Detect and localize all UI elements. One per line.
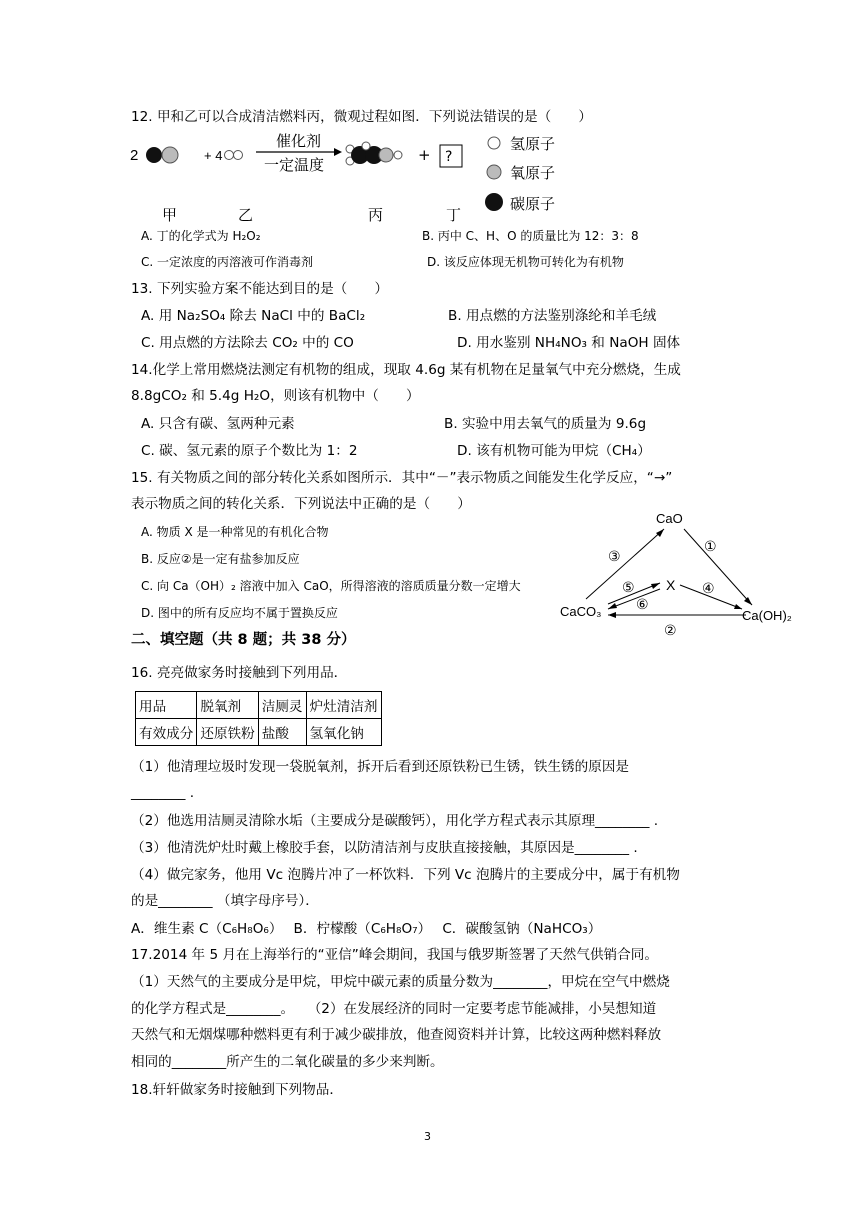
q14-stem-line1: 14.化学上常用燃烧法测定有机物的组成，现取 4.6g 某有机物在足量氧气中充分燃烧，生成 [131,362,681,378]
label-jia: 甲 [162,206,178,224]
q16-part1-line2: ________ . [131,785,195,801]
q14-option-c: C. 碳、氢元素的原子个数比为 1：2 [141,443,358,459]
q15-option-a: A. 物质 X 是一种常见的有机化合物 [141,525,329,539]
q16-part4-line1: （4）做完家务，他用 Vc 泡腾片冲了一杯饮料．下列 Vc 泡腾片的主要成分中，属于有机物 [131,867,680,883]
label-ding: 丁 [446,206,462,224]
q16-stem: 16. 亮亮做家务时接触到下列用品． [131,665,348,681]
q12-stem: 12. 甲和乙可以合成清洁燃料丙，微观过程如图．下列说法错误的是（ ） [131,109,592,125]
q14-option-a: A. 只含有碳、氢两种元素 [141,416,295,432]
oxygen-atom-icon [487,165,501,179]
node-x: X [666,577,676,593]
label-6: ⑥ [636,597,649,613]
q15-option-b: B. 反应②是一定有盐参加反应 [141,552,300,566]
q15-option-d: D. 图中的所有反应均不属于置换反应 [141,606,338,620]
carbon-atom-icon [485,193,503,211]
table-row [136,719,382,746]
table-cell: 脱氧剂 [197,692,258,719]
q17-line2: （1）天然气的主要成分是甲烷，甲烷中碳元素的质量分数为________，甲烷在空气中燃烧 [131,974,670,990]
q17-line5: 相同的________所产生的二氧化碳量的多少来判断。 [131,1054,444,1070]
q15-conversion-diagram [556,505,806,640]
q14-option-d: D. 该有机物可能为甲烷（CH₄） [457,443,651,459]
table-cell: 氢氧化钠 [306,719,381,746]
label-yi: 乙 [238,206,254,224]
label-1: ① [704,539,717,555]
q14-option-b: B. 实验中用去氧气的质量为 9.6g [444,416,647,432]
label-4: ④ [702,581,715,597]
node-caco3: CaCO₃ [560,604,602,619]
legend-carbon: 碳原子 [510,195,556,213]
table-cell: 用品 [136,692,197,719]
q15-stem-line1: 15. 有关物质之间的部分转化关系如图所示．其中“－”表示物质之间能发生化学反应，“→” [131,470,673,486]
q12-option-d: D. 该反应体现无机物可转化为有机物 [427,255,624,269]
q16-choices: A．维生素 C（C₆H₈O₆） B．柠檬酸（C₆H₈O₇） C．碳酸氢钠（NaHCO₃） [131,921,602,937]
label-bing: 丙 [368,206,384,224]
table-cell: 有效成分 [136,719,197,746]
table-cell: 还原铁粉 [197,719,258,746]
label-3: ③ [608,549,621,565]
q12-option-b: B. 丙中 C、H、O 的质量比为 12：3：8 [422,229,639,243]
q16-table [135,691,382,746]
q15-stem-line2: 表示物质之间的转化关系．下列说法中正确的是（ ） [131,496,471,512]
label-2: ② [664,623,677,639]
q13-option-c: C. 用点燃的方法除去 CO₂ 中的 CO [141,335,354,351]
q12-option-c: C. 一定浓度的丙溶液可作消毒剂 [141,255,314,269]
q16-part2: （2）他选用洁厕灵清除水垢（主要成分是碳酸钙），用化学方程式表示其原理________ . [131,813,659,829]
legend-oxygen: 氧原子 [510,164,556,182]
condition-label: 一定温度 [264,156,325,174]
q13-option-a: A. 用 Na₂SO₄ 除去 NaCl 中的 BaCl₂ [141,308,366,324]
node-cao: CaO [656,511,683,526]
page-number: 3 [424,1130,431,1143]
label-5: ⑤ [622,580,635,596]
q15-option-c: C. 向 Ca（OH）₂ 溶液中加入 CaO，所得溶液的溶质质量分数一定增大 [141,579,521,593]
legend-hydrogen: 氢原子 [510,135,556,153]
arrow-1 [684,529,752,605]
q16-part3: （3）他清洗炉灶时戴上橡胶手套，以防清洁剂与皮肤直接接触，其原因是________ . [131,840,638,856]
q18-stem: 18.轩轩做家务时接触到下列物品． [131,1082,343,1098]
hydrogen-atom-icon [488,137,500,149]
coef-jia: 2 [130,147,139,164]
catalyst-label: 催化剂 [276,132,322,150]
table-row [136,692,382,719]
q12-option-a: A. 丁的化学式为 H₂O₂ [141,229,261,243]
q14-stem-line2: 8.8gCO₂ 和 5.4g H₂O，则该有机物中（ ） [131,388,420,404]
q16-part4-line2: 的是________ （填字母序号）． [131,893,319,909]
legend [485,135,555,213]
table-cell: 盐酸 [258,719,306,746]
molecule-bing-icon [346,142,402,165]
q17-line1: 17.2014 年 5 月在上海举行的“亚信”峰会期间，我国与俄罗斯签署了天然气供销合同。 [131,947,658,963]
q17-line4: 天然气和无烟煤哪种燃料更有利于减少碳排放，他查阅资料并计算，比较这两种燃料释放 [131,1027,662,1043]
plus-sign: + [418,146,431,164]
coef-yi: + 4 [204,148,223,163]
q13-stem: 13. 下列实验方案不能达到目的是（ ） [131,281,389,297]
q17-line3: 的化学方程式是________。 （2）在发展经济的同时一定要考虑节能减排，小吴想知道 [131,1001,657,1017]
q12-reaction-diagram [128,130,568,226]
table-cell: 炉灶清洁剂 [306,692,381,719]
q16-part1-line1: （1）他清理垃圾时发现一袋脱氧剂，拆开后看到还原铁粉已生锈，铁生锈的原因是 [131,759,630,775]
molecule-jia-icon [146,147,178,163]
node-caoh2: Ca(OH)₂ [742,608,792,623]
unknown-mark: ? [445,149,453,165]
table-cell: 洁厕灵 [258,692,306,719]
section-heading: 二、填空题（共 8 题；共 38 分） [131,632,356,648]
q13-option-d: D. 用水鉴别 NH₄NO₃ 和 NaOH 固体 [457,335,681,351]
molecule-yi-icon [225,151,243,160]
q13-option-b: B. 用点燃的方法鉴别涤纶和羊毛绒 [448,308,657,324]
